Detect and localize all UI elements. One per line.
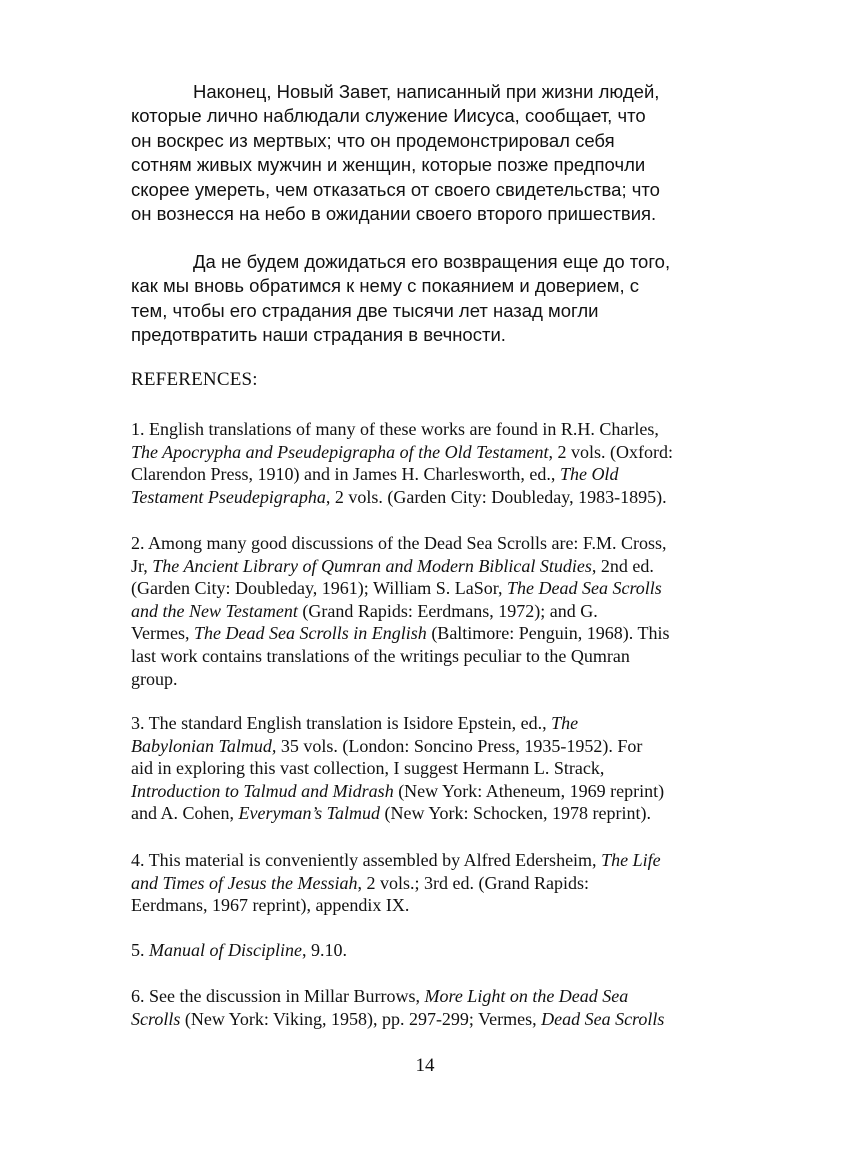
reference-text: 2. Among many good discussions of the Dead Sea Scrolls are: F.M. Cross, <box>131 533 667 553</box>
reference-line <box>131 486 731 509</box>
reference-text: 3. The standard English translation is Isidore Epstein, ed., <box>131 713 552 733</box>
reference-line <box>131 849 731 872</box>
reference-line <box>131 872 731 895</box>
italic-title-text: The Dead Sea Scrolls in English <box>193 623 427 644</box>
reference-1 <box>131 418 731 508</box>
italic-title-text: Scrolls <box>131 1008 181 1029</box>
reference-text: , 2 vols.; 3rd ed. (Grand Rapids: <box>357 872 589 893</box>
reference-line <box>131 577 731 600</box>
reference-line <box>131 894 731 917</box>
reference-line <box>131 985 731 1008</box>
italic-title-text: More Light on the Dead Sea <box>424 986 629 1006</box>
italic-title-text: Manual of Discipline <box>149 940 302 960</box>
reference-line <box>131 668 731 691</box>
paragraph-line: он вознесся на небо в ожидании своего второго пришествия. <box>131 203 657 225</box>
reference-line <box>131 780 731 803</box>
italic-title-text: The Dead Sea Scrolls <box>507 578 662 599</box>
paragraph-line: предотвратить наши страдания в вечности. <box>131 324 506 346</box>
paragraph-line: которые лично наблюдали служение Иисуса, сообщает, что <box>131 105 646 127</box>
reference-text: Vermes, <box>131 623 194 644</box>
italic-title-text: Testament Pseudepigrapha <box>131 486 326 507</box>
reference-line <box>131 645 731 668</box>
italic-title-text: Babylonian Talmud, <box>131 735 277 756</box>
italic-title-text: The Life <box>601 850 661 870</box>
italic-title-text: Introduction to Talmud and Midrash <box>131 780 394 801</box>
reference-2 <box>131 532 731 690</box>
reference-text: aid in exploring this vast collection, I suggest Hermann L. Strack, <box>131 758 605 779</box>
paragraph-line: Наконец, Новый Завет, написанный при жизни людей, <box>193 81 660 102</box>
reference-line <box>131 555 731 578</box>
body-paragraph-1 <box>131 80 741 226</box>
paragraph-line: скорее умереть, чем отказаться от своего свидетельства; что <box>131 178 660 200</box>
reference-text: and A. Cohen, <box>131 803 239 824</box>
reference-text: 35 vols. (London: Soncino Press, 1935-1952). For <box>276 735 643 756</box>
reference-text: (Baltimore: Penguin, 1968). This <box>426 623 670 644</box>
italic-title-text: Dead Sea Scrolls <box>541 1008 665 1029</box>
reference-text: 4. This material is conveniently assembled by Alfred Edersheim, <box>131 850 602 870</box>
references-heading: REFERENCES: <box>131 369 258 390</box>
reference-line <box>131 532 731 555</box>
reference-text: (Garden City: Doubleday, 1961); William S. LaSor, <box>131 578 507 599</box>
reference-5 <box>131 939 731 962</box>
reference-text: , 9.10. <box>301 940 347 960</box>
reference-text: (New York: Atheneum, 1969 reprint) <box>393 780 665 801</box>
reference-text: 1. English translations of many of these works are found in R.H. Charles, <box>131 419 659 439</box>
reference-line <box>131 622 731 645</box>
reference-line <box>131 418 731 441</box>
reference-text: (Grand Rapids: Eerdmans, 1972); and G. <box>297 600 598 621</box>
reference-line <box>131 735 731 758</box>
paragraph-line: Да не будем дожидаться его возвращения еще до того, <box>193 251 671 272</box>
reference-line <box>131 463 731 486</box>
reference-line <box>131 939 731 962</box>
reference-text: , 2 vols. (Oxford: <box>548 441 673 462</box>
reference-text: Jr, <box>131 555 153 576</box>
reference-text: last work contains translations of the writings peculiar to the Qumran <box>131 645 630 666</box>
page-number: 14 <box>415 1055 435 1076</box>
reference-4 <box>131 849 731 917</box>
italic-title-text: The Ancient Library of Qumran and Modern Biblical Studies <box>152 555 592 576</box>
reference-text: group. <box>131 668 178 689</box>
reference-text: 6. See the discussion in Millar Burrows, <box>131 986 425 1006</box>
reference-3 <box>131 712 731 825</box>
reference-6 <box>131 985 731 1030</box>
reference-line <box>131 757 731 780</box>
reference-text: Eerdmans, 1967 reprint), appendix IX. <box>131 895 410 916</box>
reference-line <box>131 1008 731 1031</box>
italic-title-text: The <box>551 713 579 733</box>
reference-text: (New York: Viking, 1958), pp. 297-299; Vermes, <box>180 1008 542 1029</box>
paragraph-line: как мы вновь обратимся к нему с покаянием и доверием, с <box>131 275 639 297</box>
reference-line <box>131 600 731 623</box>
reference-line <box>131 802 731 825</box>
italic-title-text: The Apocrypha and Pseudepigrapha of the Old Testament <box>131 441 549 462</box>
reference-text: , 2 vols. (Garden City: Doubleday, 1983-1895). <box>325 486 667 507</box>
paragraph-line: тем, чтобы его страдания две тысячи лет назад могли <box>131 299 599 321</box>
body-paragraph-2 <box>131 250 741 348</box>
reference-text: 5. <box>131 940 149 960</box>
paragraph-line: сотням живых мужчин и женщин, которые позже предпочли <box>131 154 646 176</box>
italic-title-text: Everyman’s Talmud <box>238 803 381 824</box>
italic-title-text: and the New Testament <box>131 600 298 621</box>
italic-title-text: and Times of Jesus the Messiah <box>131 872 358 893</box>
reference-text: , 2nd ed. <box>591 555 654 576</box>
reference-line <box>131 712 731 735</box>
paragraph-line: он воскрес из мертвых; что он продемонстрировал себя <box>131 129 615 151</box>
reference-line <box>131 441 731 464</box>
italic-title-text: The Old <box>559 464 619 485</box>
reference-text: (New York: Schocken, 1978 reprint). <box>380 803 651 824</box>
reference-text: Clarendon Press, 1910) and in James H. Charlesworth, ed., <box>131 464 560 485</box>
